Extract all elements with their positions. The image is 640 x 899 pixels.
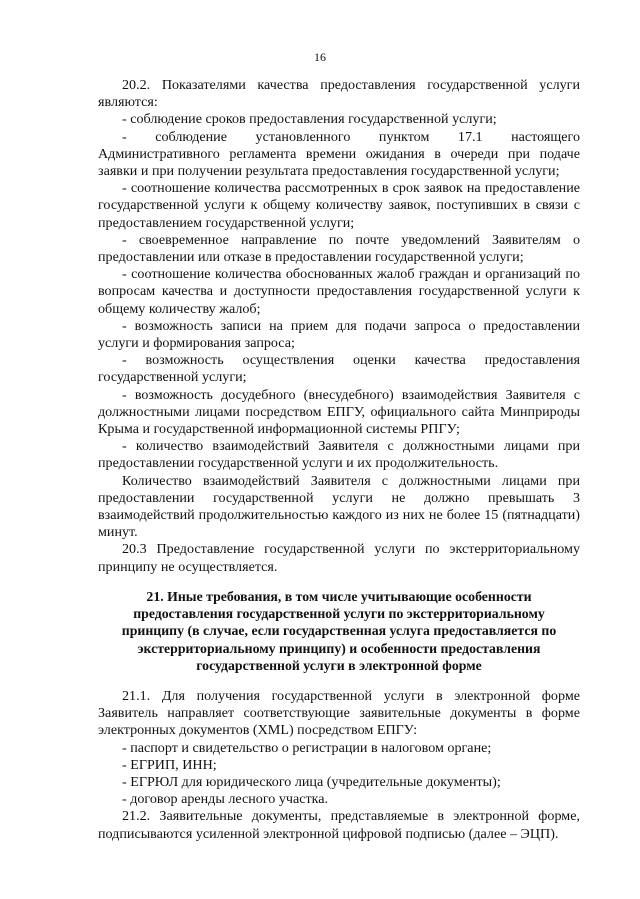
list-item-passport: - паспорт и свидетельство о регистрации в налоговом органе; [122,739,492,756]
list-item-applications-ratio: - соотношение количества рассмотренных в срок заявок на предоставление государственной услуги к общему количеству заявок, поступивших в связи с предоставлением государственной услуги; [98,180,580,231]
list-item-egrul: - ЕГРЮЛ для юридического лица (учредительные документы); [122,773,501,790]
paragraph-21-2: 21.2. Заявительные документы, представляемые в электронной форме, подписываются усиленной электронной цифровой подписью (далее – ЭЦП). [98,808,580,842]
list-item-complaints-ratio: - соотношение количества обоснованных жалоб граждан и организаций по вопросам качества и доступности предоставления государственной услуги к общему количеству жалоб; [98,266,580,317]
list-item-quality-assessment: - возможность осуществления оценки качества предоставления государственной услуги; [98,352,580,386]
paragraph-20-3: 20.3 Предоставление государственной услуги по экстерриториальному принципу не осуществляется. [98,541,580,575]
document-body [98,77,580,843]
section-heading-21: 21. Иные требования, в том числе учитывающие особенности предоставления государственной услуги по экстерриториальному принципу (в случае, если государственная услуга предоставляется по экстерриториальному принципу) и особенности предоставления государственной услуги в электронной форме [121,588,557,673]
list-item-lease-agreement: - договор аренды лесного участка. [122,791,329,808]
list-item-interactions-count: - количество взаимодействий Заявителя с должностными лицами при предоставлении государственной услуги и их продолжительность. [98,438,580,472]
list-item-pretrial-interaction: - возможность досудебного (внесудебного) взаимодействия Заявителя с должностными лицами посредством ЕПГУ, официального сайта Минприроды Крыма и государственной информационной системы РПГУ; [98,386,580,438]
list-item-appointment: - возможность записи на прием для подачи запроса о предоставлении услуги и формирования запроса; [98,317,580,352]
paragraph-20-2-intro: 20.2. Показателями качества предоставления государственной услуги являются: [98,77,580,111]
page-number: 16 [314,50,326,64]
list-item-deadlines: - соблюдение сроков предоставления государственной услуги; [122,111,497,128]
list-item-notifications: - своевременное направление по почте уведомлений Заявителям о предоставлении или отказе в предоставлении государственной услуги; [98,231,580,266]
list-item-egrip-inn: - ЕГРИП, ИНН; [122,756,217,773]
paragraph-21-1: 21.1. Для получения государственной услуги в электронной форме Заявитель направляет соответствующие заявительные документы в форме электронных документов (XML) посредством ЕПГУ: [98,687,580,739]
paragraph-interactions-limit: Количество взаимодействий Заявителя с должностными лицами при предоставлении государственной услуги не должно превышать 3 взаимодействий продолжительностью каждого из них не более 15 (пятнадцати) минут. [98,472,580,541]
list-item-waiting-time: - соблюдение установленного пунктом 17.1 настоящего Административного регламента времени ожидания в очереди при подаче заявки и при получении результата предоставления государственной услуги; [98,128,580,180]
